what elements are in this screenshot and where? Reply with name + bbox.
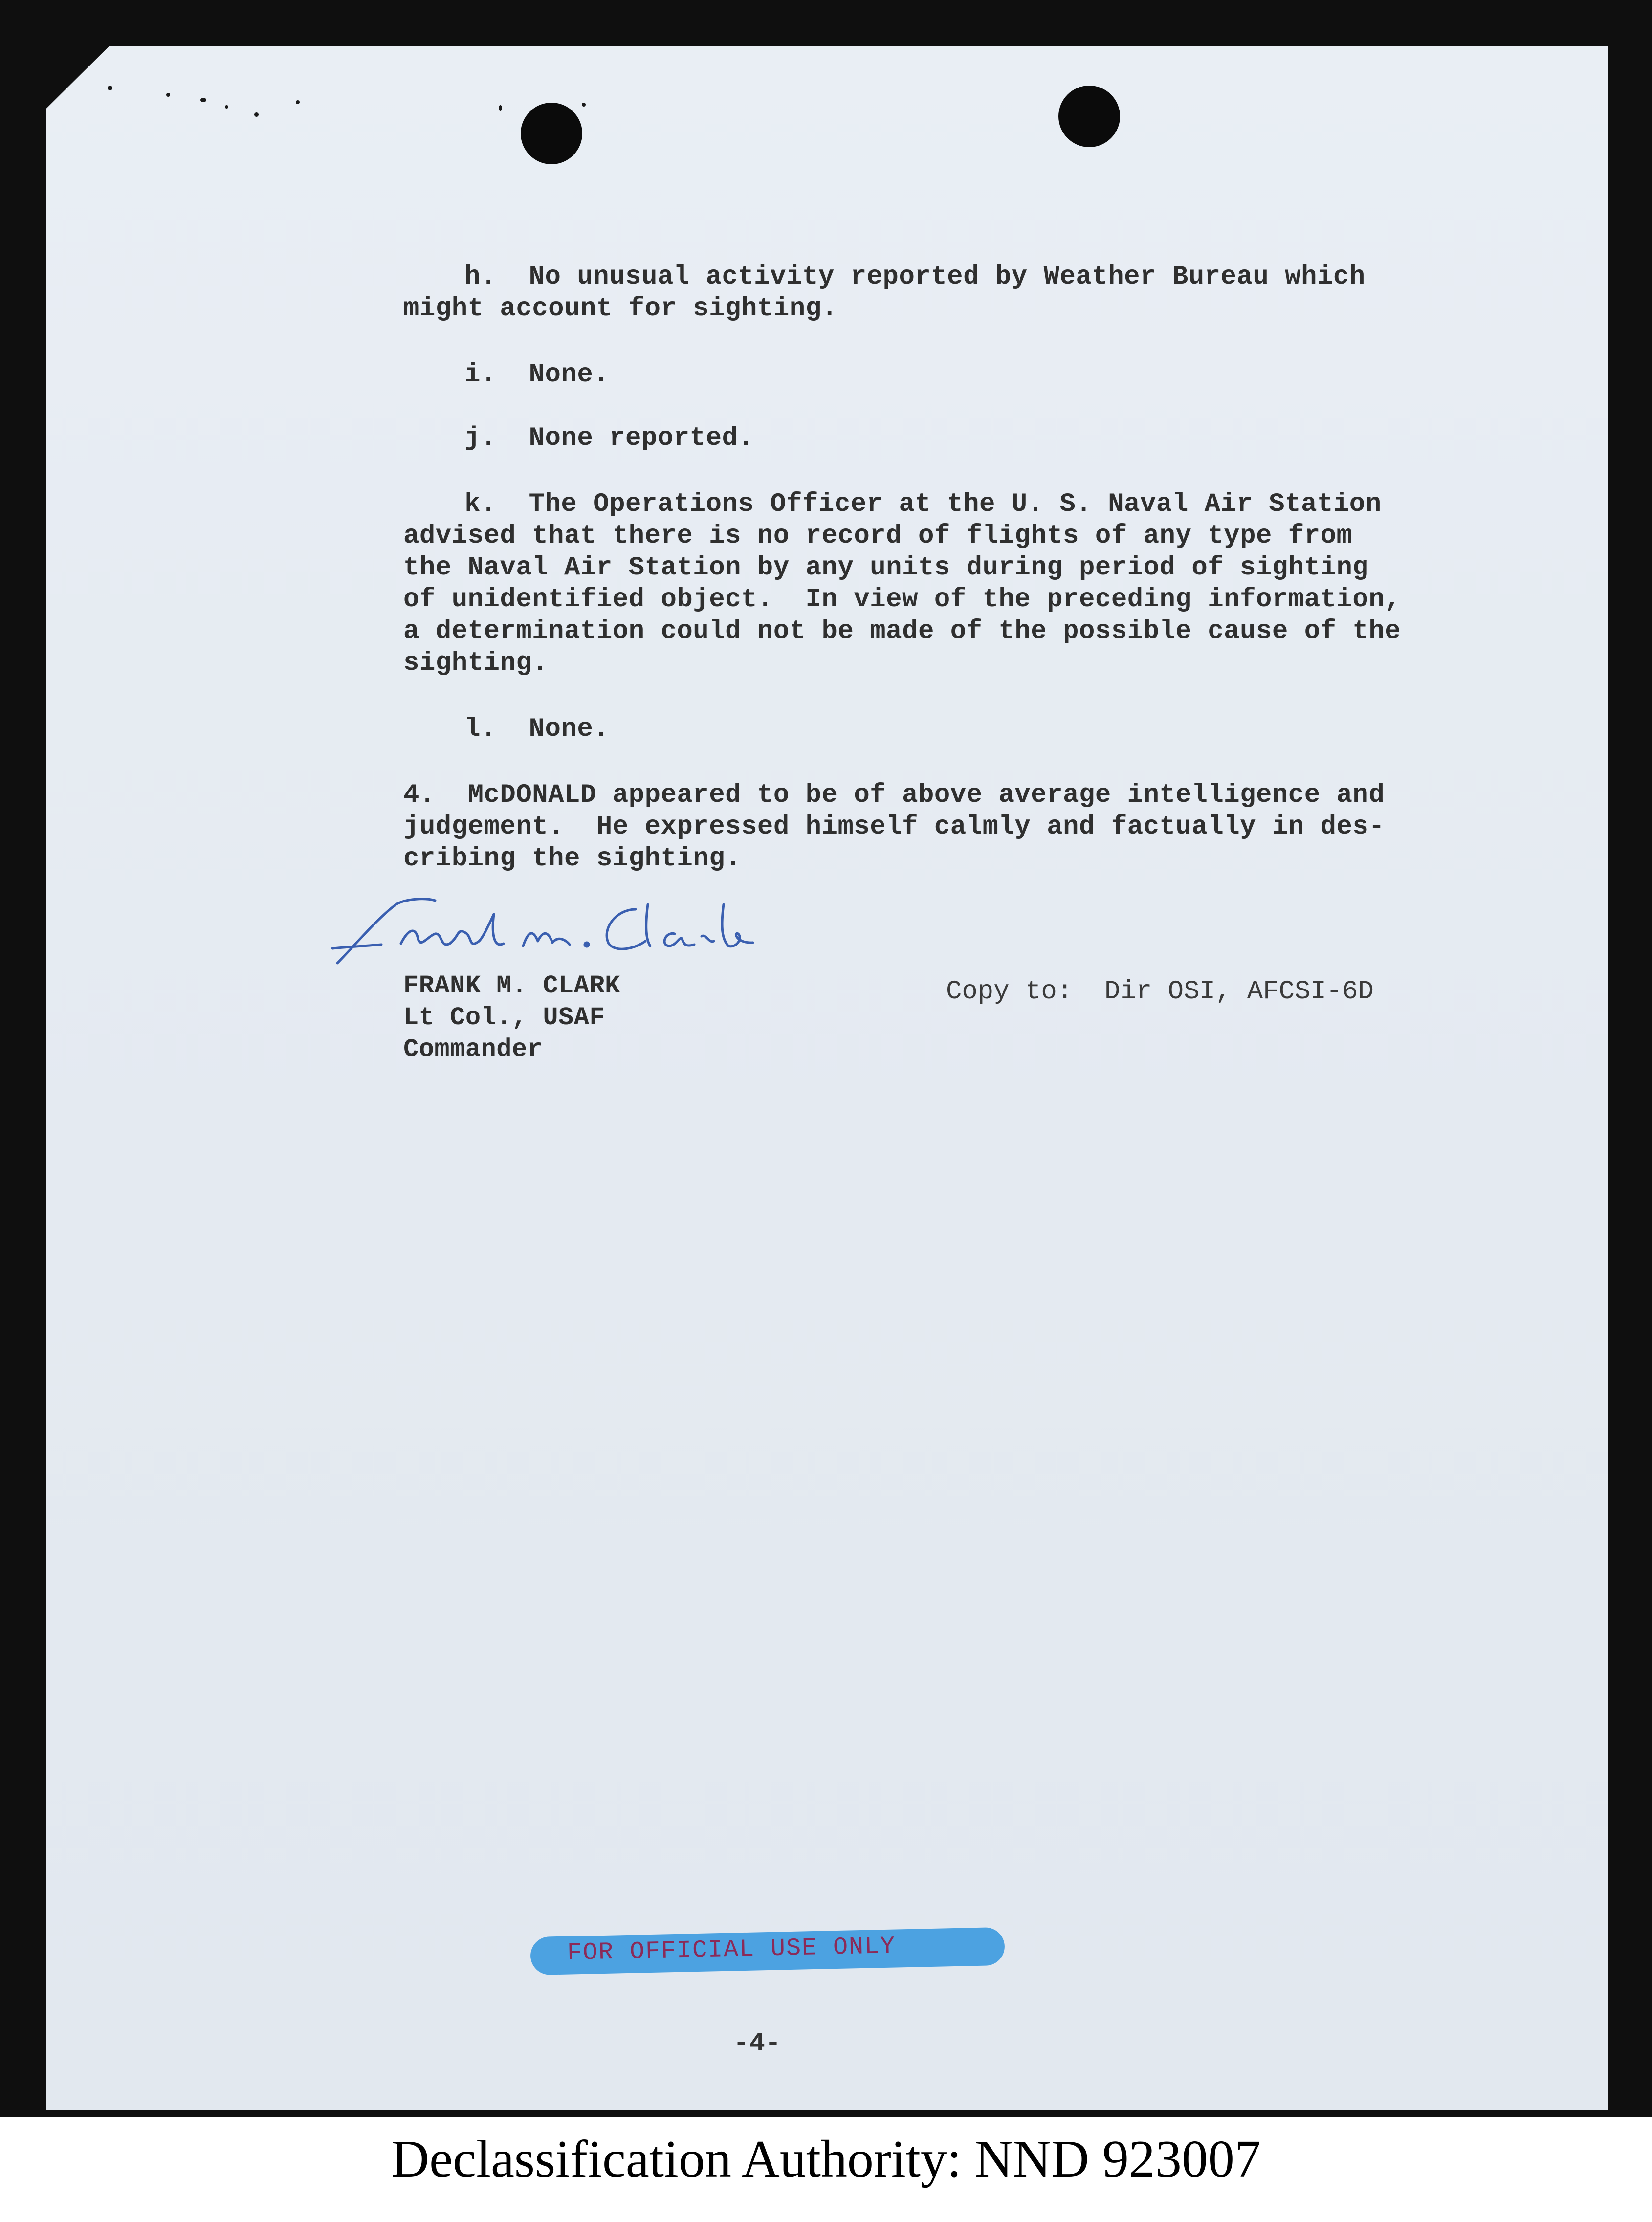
declassification-caption: Declassification Authority: NND 923007 (391, 2130, 1261, 2188)
page-number: -4- (733, 2029, 781, 2059)
para-h-line-1: h. No unusual activity reported by Weather Bureau which (464, 262, 1366, 292)
para-i-line-1: i. None. (464, 360, 610, 390)
para-4-line-2: judgement. He expressed himself calmly and factually in des- (403, 812, 1385, 842)
para-k-line-3: the Naval Air Station by any units during period of sighting (403, 553, 1369, 583)
para-h-line-2: might account for sighting. (403, 294, 838, 324)
para-k-line-5: a determination could not be made of the possible cause of the (403, 616, 1401, 646)
official-use-stamp: FOR OFFICIAL USE ONLY (567, 1932, 896, 1967)
signer-title: Commander (403, 1035, 543, 1064)
para-4-line-1: 4. McDONALD appeared to be of above average intelligence and (403, 780, 1385, 810)
signer-rank: Lt Col., USAF (403, 1003, 605, 1032)
signer-name: FRANK M. CLARK (403, 971, 620, 1000)
para-k-line-6: sighting. (403, 648, 549, 678)
para-l-line-1: l. None. (464, 714, 610, 744)
para-j-line-1: j. None reported. (464, 423, 754, 453)
para-4-line-3: cribing the sighting. (403, 844, 742, 874)
para-k-line-4: of unidentified object. In view of the preceding information, (403, 585, 1401, 615)
para-k-line-1: k. The Operations Officer at the U. S. Naval Air Station (464, 489, 1382, 519)
para-k-line-2: advised that there is no record of flights of any type from (403, 521, 1353, 551)
handwritten-signature (323, 890, 782, 978)
copy-to-line: Copy to: Dir OSI, AFCSI-6D (946, 977, 1374, 1007)
